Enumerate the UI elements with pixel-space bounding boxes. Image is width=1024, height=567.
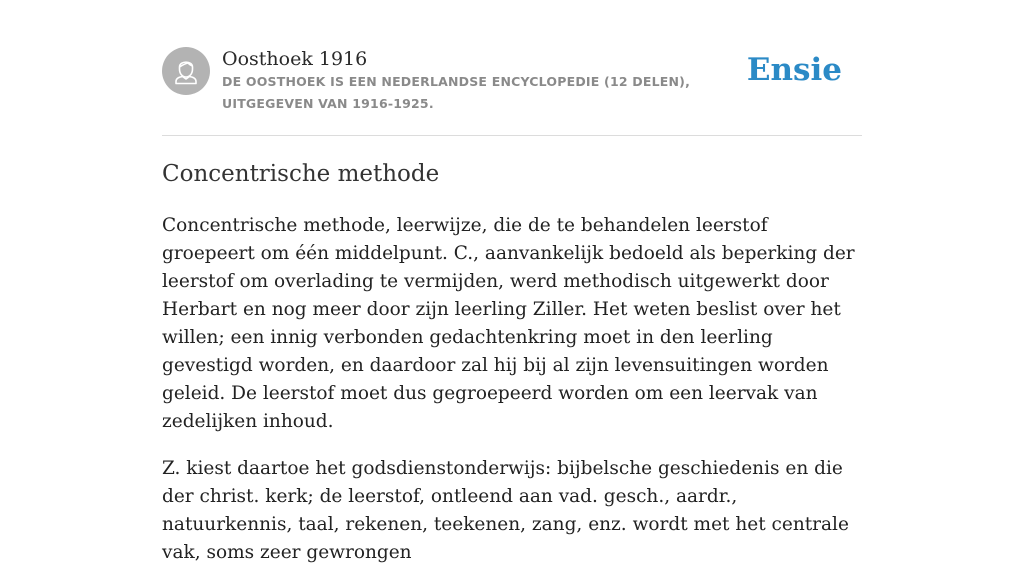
source-description: DE OOSTHOEK IS EEN NEDERLANDSE ENCYCLOPEDIE (12 DELEN), UITGEGEVEN VAN 1916-1925.: [222, 74, 691, 111]
person-icon: [162, 47, 210, 95]
article-title: Concentrische methode: [162, 161, 440, 187]
article: [162, 156, 862, 567]
article-paragraph: Concentrische methode, leerwijze, die de te behandelen leerstof groepeert om één middelpunt. C., aanvankelijk bedoeld als beperking der leerstof om overlading te vermijden, werd methodisch uitgewerkt door Herbart en nog meer door zijn leerling Ziller. Het weten beslist over het willen; een innig verbonden gedachtenkring moet in den leerling gevestigd worden, en daardoor zal hij bij al zijn levensuitingen worden geleid. De leerstof moet dus gegroepeerd worden om een leervak van zedelijken inhoud.: [162, 215, 855, 432]
source-header: [162, 44, 862, 136]
article-paragraph: Z. kiest daartoe het godsdienstonderwijs: bijbelsche geschiedenis en die der christ. kerk; de leerstof, ontleend aan vad. gesch., aardr., natuurkennis, taal, rekenen, teekenen, zang, enz. wordt met het centrale vak, soms zeer gewrongen: [162, 458, 849, 563]
ensie-logo[interactable]: Ensie: [746, 52, 842, 88]
source-title[interactable]: Oosthoek 1916: [222, 48, 368, 70]
